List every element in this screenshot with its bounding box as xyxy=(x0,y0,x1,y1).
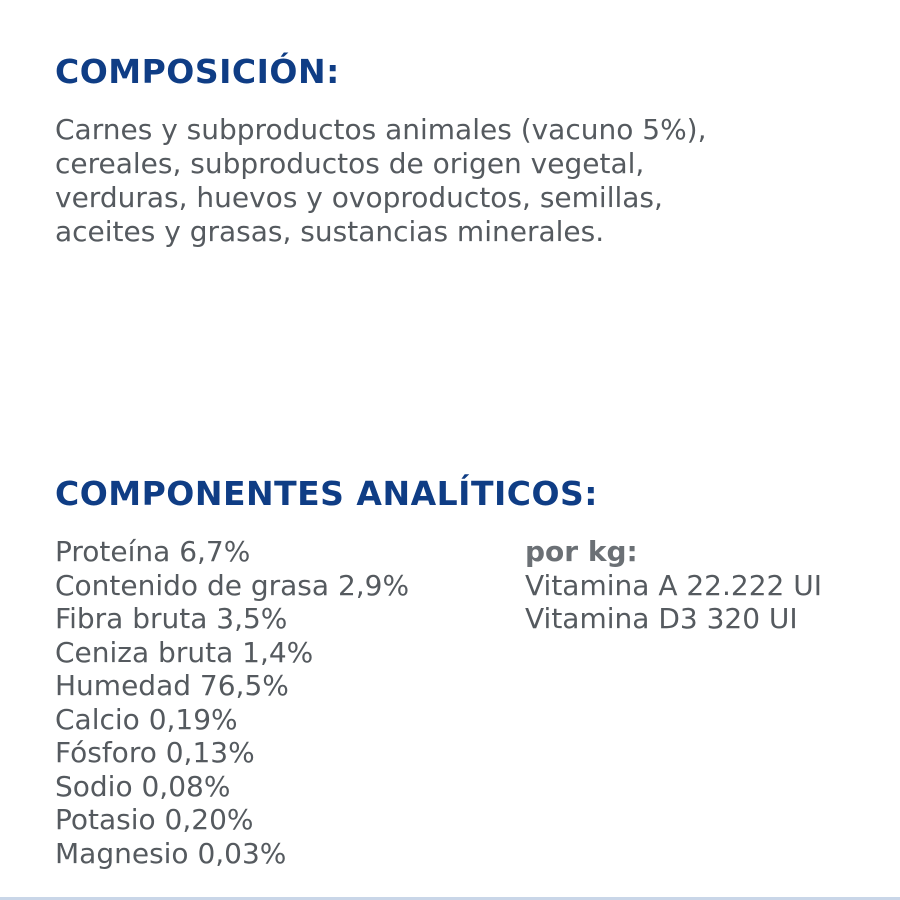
list-item: Sodio 0,08% xyxy=(55,769,231,803)
composition-line: cereales, subproductos de origen vegetal, xyxy=(55,147,645,180)
list-item: Proteína 6,7% xyxy=(55,535,251,568)
per-kg-label: por kg: xyxy=(525,535,638,568)
list-item: Humedad 76,5% xyxy=(55,669,289,702)
list-item: Contenido de grasa 2,9% xyxy=(55,568,410,602)
composition-heading: COMPOSICIÓN: xyxy=(55,52,340,91)
list-item: Vitamina D3 320 UI xyxy=(525,602,798,635)
composition-text xyxy=(55,113,875,249)
list-item: Magnesio 0,03% xyxy=(55,836,287,870)
analytic-components-heading: COMPONENTES ANALÍTICOS: xyxy=(55,474,598,513)
list-item: Fósforo 0,13% xyxy=(55,736,255,769)
composition-line: verduras, huevos y ovoproductos, semillas, xyxy=(55,181,663,214)
list-item: Potasio 0,20% xyxy=(55,803,254,836)
list-item: Vitamina A 22.222 UI xyxy=(525,568,822,602)
analytic-components-list xyxy=(55,535,409,870)
list-item: Ceniza bruta 1,4% xyxy=(55,635,314,669)
composition-line: Carnes y subproductos animales (vacuno 5%), xyxy=(55,113,707,146)
list-item: Fibra bruta 3,5% xyxy=(55,602,288,635)
vitamins-per-kg xyxy=(525,535,822,636)
composition-line: aceites y grasas, sustancias minerales. xyxy=(55,215,605,248)
list-item: Calcio 0,19% xyxy=(55,702,238,736)
